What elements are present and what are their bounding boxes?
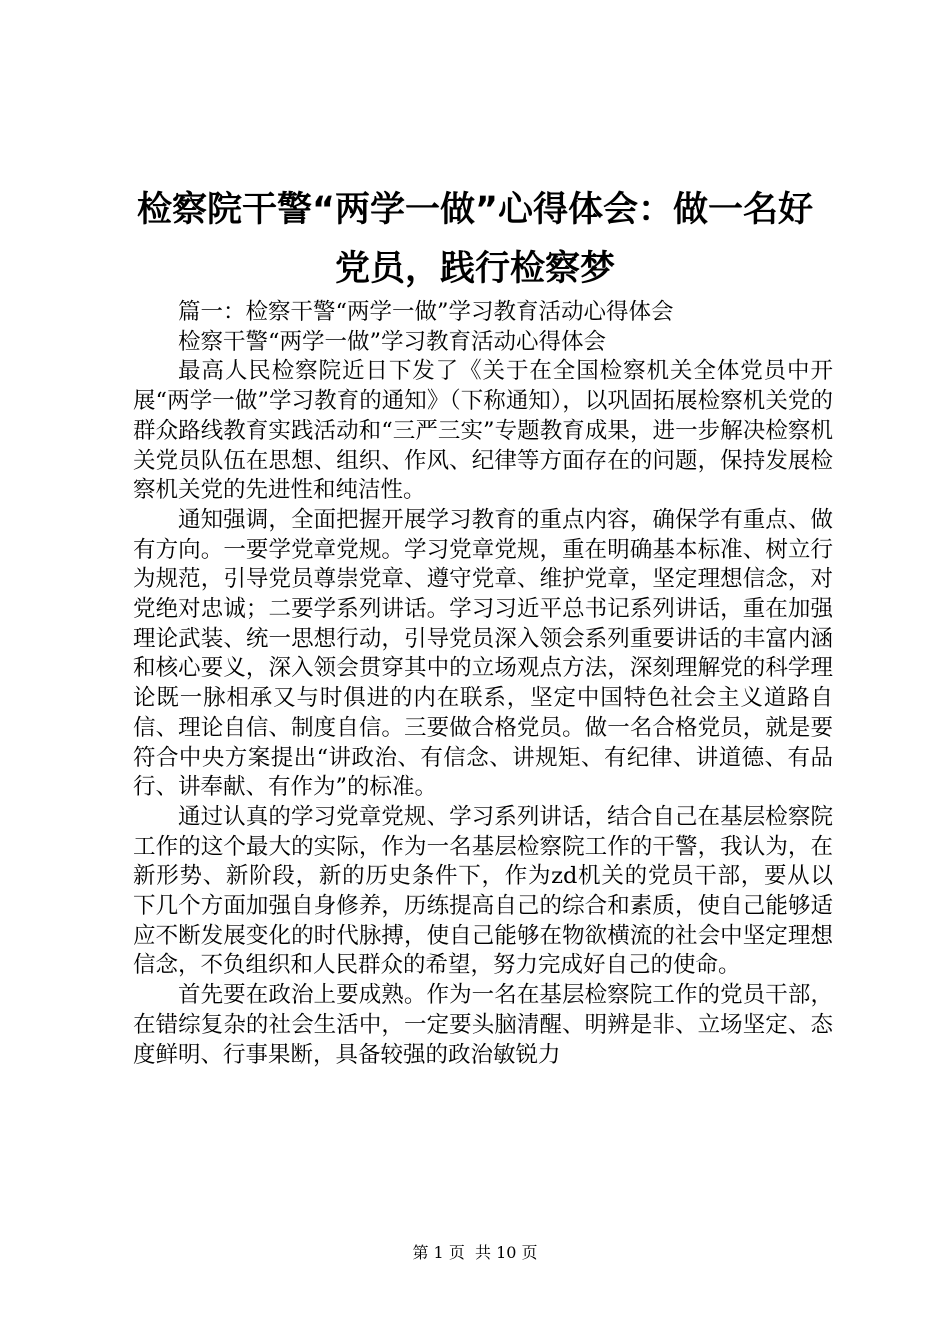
page-number-footer: 第 1 页 共 10 页 bbox=[412, 1243, 538, 1262]
body-paragraph: 最高人民检察院近日下发了《关于在全国检察机关全体党员中开展“两学一做”学习教育的通知》（下称通知），以巩固拓展检察机关党的群众路线教育实践活动和“三严三实”专题教育成果，进一步解决检察机关党员队伍在思想、组织、作风、纪律等方面存在的问题，保持发展检察机关党的先进性和纯洁性。 bbox=[133, 358, 833, 504]
document-body bbox=[133, 298, 833, 1070]
document-title-line-1: 检察院干警“两学一做”心得体会：做一名好 bbox=[136, 190, 813, 230]
section-heading: 检察干警“两学一做”学习教育活动心得体会 bbox=[178, 328, 607, 355]
body-paragraph: 首先要在政治上要成熟。作为一名在基层检察院工作的党员干部，在错综复杂的社会生活中，一定要头脑清醒、明辨是非、立场坚定、态度鲜明、行事果断，具备较强的政治敏锐力 bbox=[133, 982, 833, 1068]
document-title-line-2: 党员，践行检察梦 bbox=[334, 249, 615, 289]
body-paragraph: 通知强调，全面把握开展学习教育的重点内容，确保学有重点、做有方向。一要学党章党规。学习党章党规，重在明确基本标准、树立行为规范，引导党员尊崇党章、遵守党章、维护党章，坚定理想信念，对党绝对忠诚；二要学系列讲话。学习习近平总书记系列讲话，重在加强理论武装、统一思想行动，引导党员深入领会系列重要讲话的丰富内涵和核心要义，深入领会贯穿其中的立场观点方法，深刻理解党的科学理论既一脉相承又与时俱进的内在联系，坚定中国特色社会主义道路自信、理论自信、制度自信。三要做合格党员。做一名合格党员，就是要符合中央方案提出“讲政治、有信念、讲规矩、有纪律、讲道德、有品行、讲奉献、有作为”的标准。 bbox=[133, 506, 833, 801]
body-paragraph: 通过认真的学习党章党规、学习系列讲话，结合自己在基层检察院工作的这个最大的实际，作为一名基层检察院工作的干警，我认为，在新形势、新阶段，新的历史条件下，作为zd机关的党员干部，要从以下几个方面加强自身修养，历练提高自己的综合和素质，使自己能够适应不断发展变化的时代脉搏，使自己能够在物欲横流的社会中坚定理想信念，不负组织和人民群众的希望，努力完成好自己的使命。 bbox=[133, 803, 833, 979]
chapter-heading: 篇一：检察干警“两学一做”学习教育活动心得体会 bbox=[178, 299, 674, 325]
